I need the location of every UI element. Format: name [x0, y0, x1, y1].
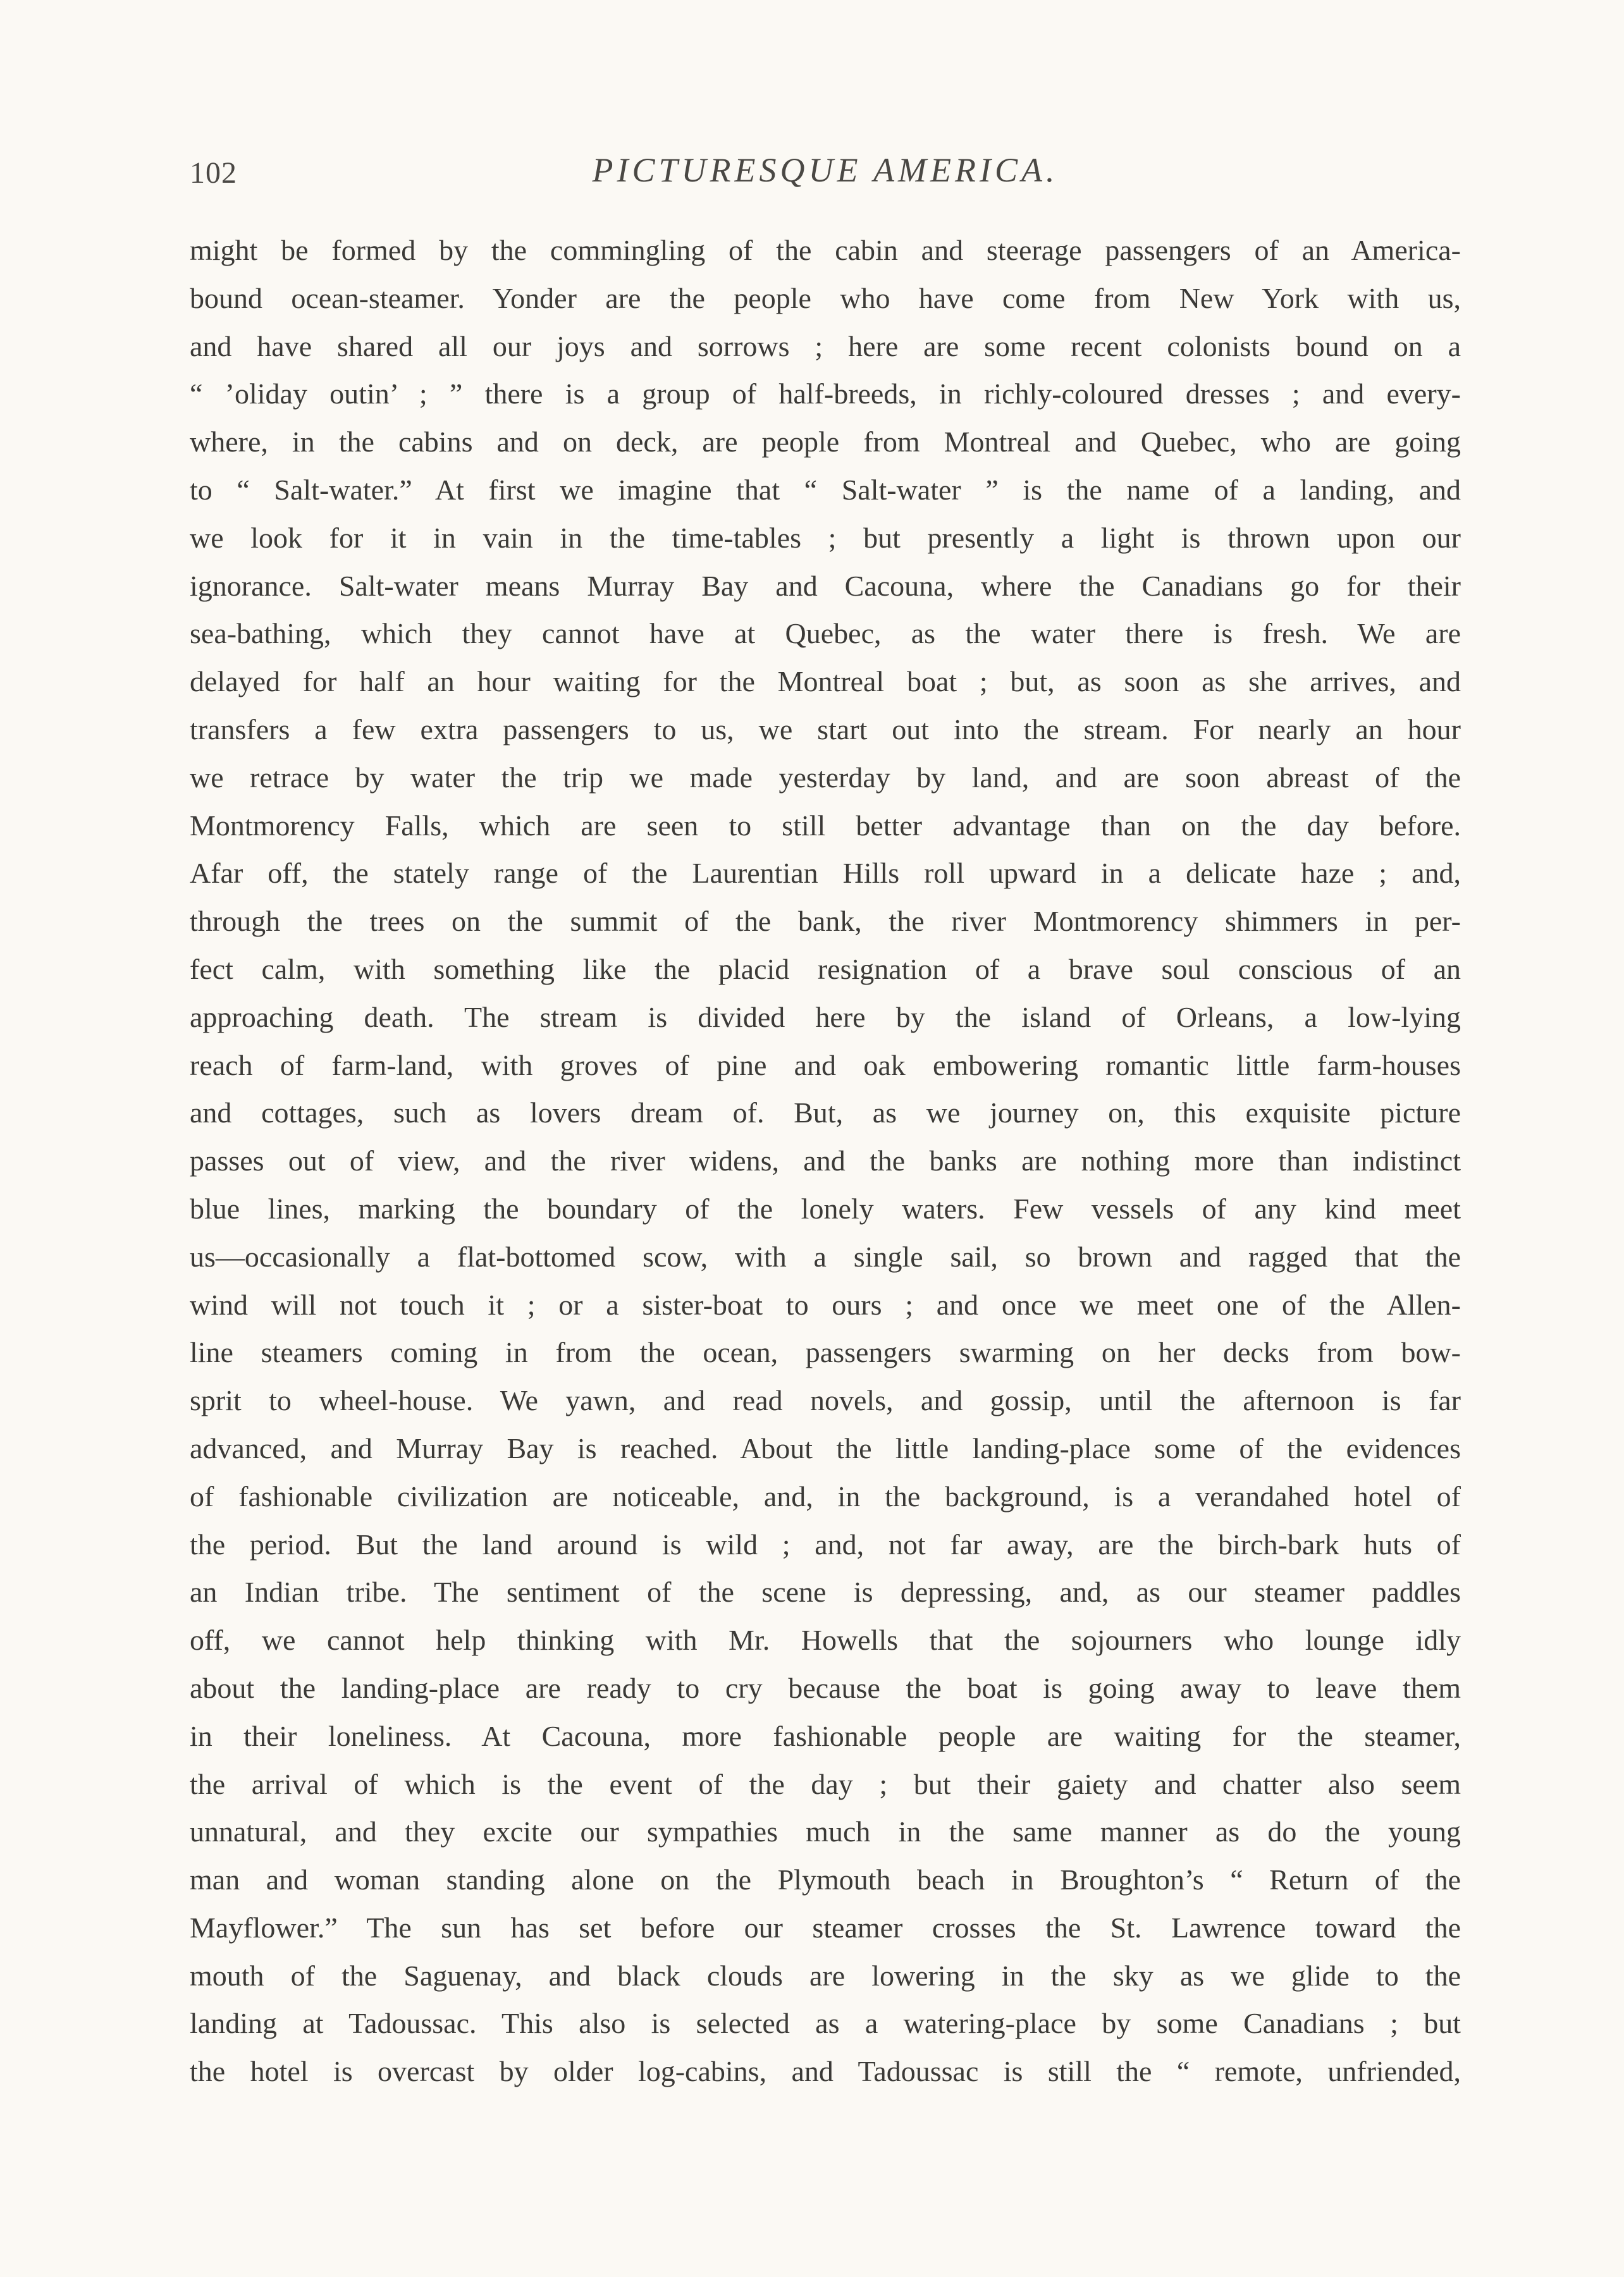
text-line: transfers a few extra passengers to us, we start out into the stream. For nearly an hour [190, 713, 1461, 746]
text-line: in their loneliness. At Cacouna, more fashionable people are waiting for the steamer, [190, 1719, 1461, 1752]
text-line: an Indian tribe. The sentiment of the scene is depressing, and, as our steamer paddles [190, 1576, 1461, 1609]
text-line: blue lines, marking the boundary of the lonely waters. Few vessels of any kind meet [190, 1192, 1461, 1225]
text-line: us—occasionally a flat-bottomed scow, with a single sail, so brown and ragged that the [190, 1240, 1461, 1273]
text-line: Afar off, the stately range of the Laurentian Hills roll upward in a delicate haze ; and, [190, 857, 1461, 890]
text-line: delayed for half an hour waiting for the Montreal boat ; but, as soon as she arrives, and [190, 665, 1461, 698]
text-line: wind will not touch it ; or a sister-boat to ours ; and once we meet one of the Allen- [190, 1288, 1461, 1321]
text-line: sprit to wheel-house. We yawn, and read novels, and gossip, until the afternoon is far [190, 1384, 1461, 1417]
text-line: sea-bathing, which they cannot have at Quebec, as the water there is fresh. We are [190, 617, 1461, 650]
text-line: bound ocean-steamer. Yonder are the people who have come from New York with us, [190, 281, 1461, 314]
text-line: and have shared all our joys and sorrows ; here are some recent colonists bound on a [190, 329, 1461, 362]
page-header [190, 150, 1461, 201]
text-line: the arrival of which is the event of the day ; but their gaiety and chatter also seem [190, 1767, 1461, 1800]
running-title: PICTURESQUE AMERICA. [592, 151, 1059, 189]
text-line: we look for it in vain in the time-tables ; but presently a light is thrown upon our [190, 521, 1461, 554]
body-text [190, 226, 1461, 2096]
text-line: and cottages, such as lovers dream of. But, as we journey on, this exquisite picture [190, 1096, 1461, 1129]
text-line: fect calm, with something like the placid resignation of a brave soul conscious of an [190, 952, 1461, 985]
text-line: ignorance. Salt-water means Murray Bay and Cacouna, where the Canadians go for their [190, 569, 1461, 602]
text-line: landing at Tadoussac. This also is selected as a watering-place by some Canadians ; but [190, 2007, 1461, 2040]
text-line: passes out of view, and the river widens, and the banks are nothing more than indistinct [190, 1145, 1461, 1177]
text-line: the hotel is overcast by older log-cabins, and Tadoussac is still the “ remote, unfriended, [190, 2055, 1461, 2088]
text-line: mouth of the Saguenay, and black clouds are lowering in the sky as we glide to the [190, 1959, 1461, 1992]
text-line: man and woman standing alone on the Plymouth beach in Broughton’s “ Return of the [190, 1863, 1461, 1896]
text-line: Montmorency Falls, which are seen to still better advantage than on the day before. [190, 809, 1461, 842]
text-line: of fashionable civilization are noticeable, and, in the background, is a verandahed hotel of [190, 1480, 1461, 1513]
text-line: reach of farm-land, with groves of pine and oak embowering romantic little farm-houses [190, 1048, 1461, 1081]
text-line: off, we cannot help thinking with Mr. Howells that the sojourners who lounge idly [190, 1624, 1461, 1657]
text-line: through the trees on the summit of the bank, the river Montmorency shimmers in per- [190, 905, 1461, 938]
text-line: where, in the cabins and on deck, are people from Montreal and Quebec, who are going [190, 426, 1461, 458]
text-line: about the landing-place are ready to cry because the boat is going away to leave them [190, 1671, 1461, 1704]
text-line: we retrace by water the trip we made yesterday by land, and are soon abreast of the [190, 761, 1461, 794]
text-line: “ ’oliday outin’ ; ” there is a group of half-breeds, in richly-coloured dresses ; and every- [190, 377, 1461, 410]
page-number: 102 [190, 156, 237, 190]
text-line: might be formed by the commingling of the cabin and steerage passengers of an America- [190, 234, 1461, 266]
text-line: line steamers coming in from the ocean, passengers swarming on her decks from bow- [190, 1336, 1461, 1369]
text-line: the period. But the land around is wild ; and, not far away, are the birch-bark huts of [190, 1528, 1461, 1561]
text-line: to “ Salt-water.” At first we imagine that “ Salt-water ” is the name of a landing, and [190, 473, 1461, 506]
text-line: Mayflower.” The sun has set before our steamer crosses the St. Lawrence toward the [190, 1911, 1461, 1944]
text-line: unnatural, and they excite our sympathies much in the same manner as do the young [190, 1815, 1461, 1848]
text-line: advanced, and Murray Bay is reached. About the little landing-place some of the evidences [190, 1432, 1461, 1464]
text-line: approaching death. The stream is divided here by the island of Orleans, a low-lying [190, 1000, 1461, 1033]
